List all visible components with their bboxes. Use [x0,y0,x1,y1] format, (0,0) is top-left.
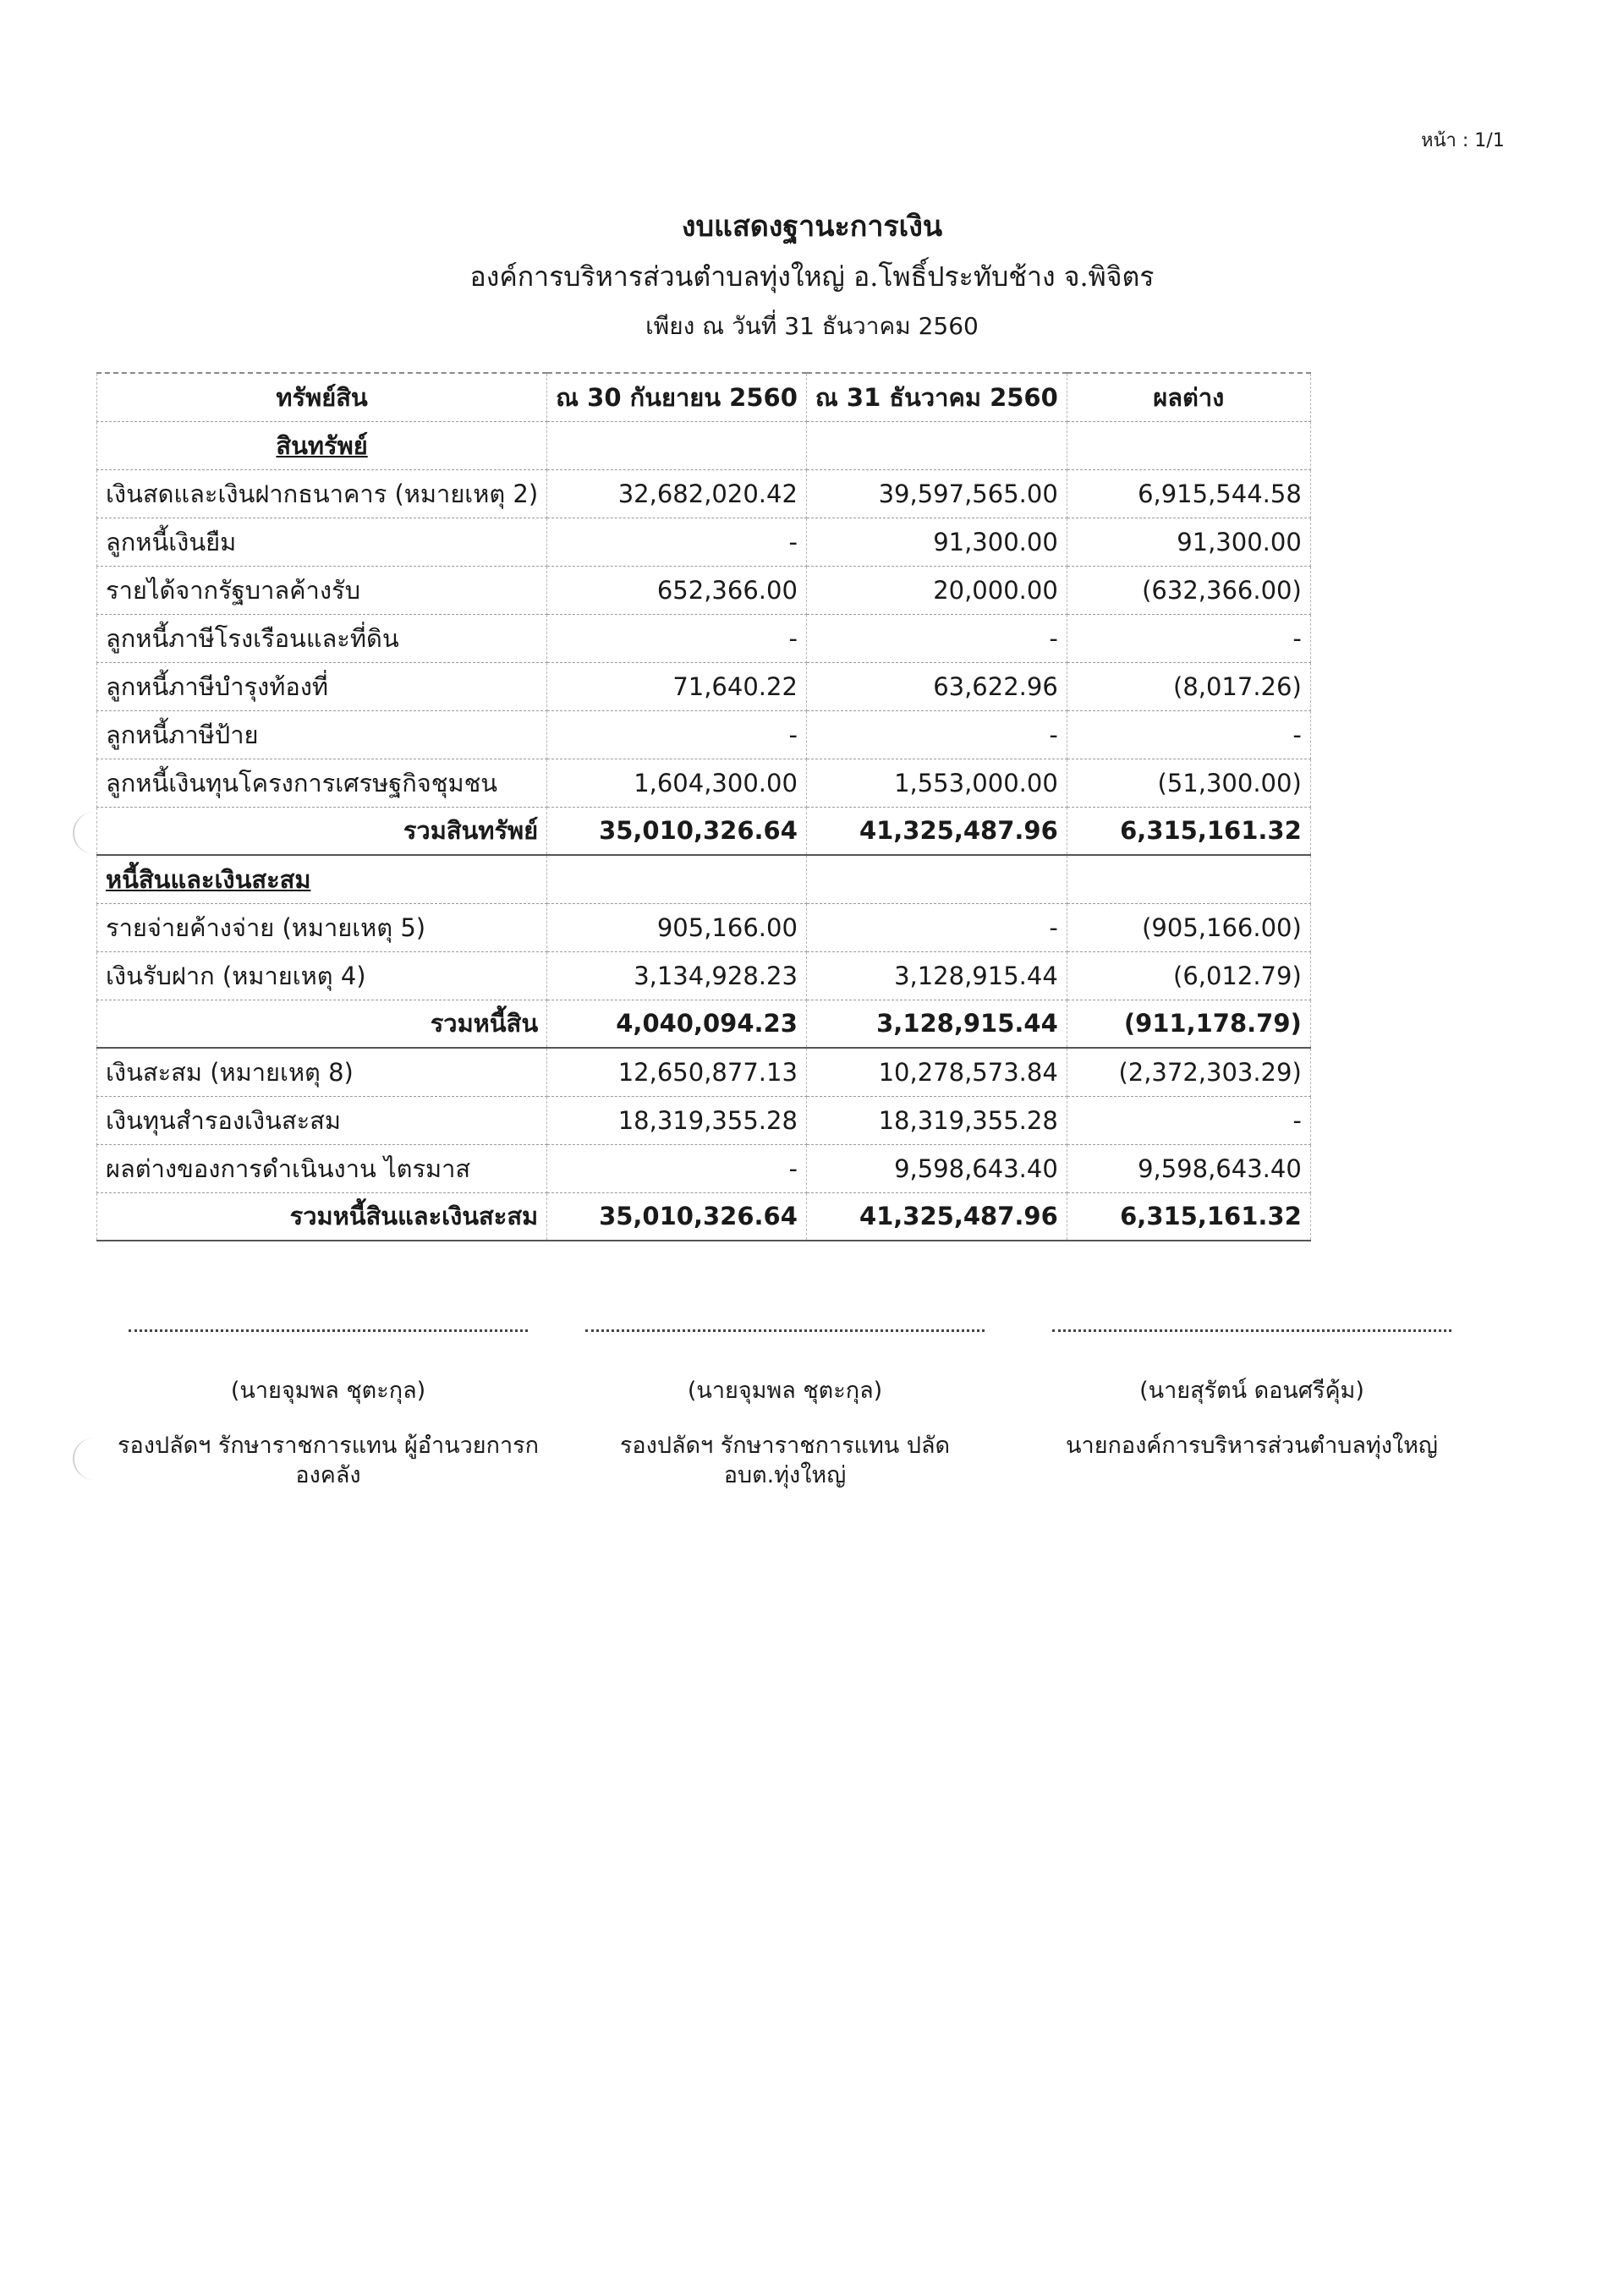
value-difference: (905,166.00) [1067,903,1310,951]
value-sep-2560: 905,166.00 [547,903,807,951]
section-row-assets [97,421,1311,469]
row-label: รายจ่ายค้างจ่าย (หมายเหตุ 5) [97,903,547,951]
value-sep-2560: 3,134,928.23 [547,951,807,1000]
section-title-assets: สินทรัพย์ [97,421,547,469]
value-dec-2560: 10,278,573.84 [806,1048,1067,1096]
section-row-liabilities [97,855,1311,903]
row-label: ลูกหนี้ภาษีบำรุงท้องที่ [97,662,547,710]
as-of-date: เพียง ณ วันที่ 31 ธันวาคม 2560 [645,312,979,340]
row-label: เงินสะสม (หมายเหตุ 8) [97,1048,547,1096]
value-dec-2560: 91,300.00 [806,518,1067,566]
table-row [97,1096,1311,1144]
value-dec-2560: 20,000.00 [806,566,1067,614]
row-label: รายได้จากรัฐบาลค้างรับ [97,566,547,614]
signature-block-finance-director [108,1319,548,1490]
row-label: รวมหนี้สินและเงินสะสม [97,1192,547,1241]
table-row [97,469,1311,518]
total-row [97,807,1311,855]
table-row [97,566,1311,614]
page-number: หน้า : 1/1 [1421,130,1505,151]
signature-block-mayor [1032,1319,1472,1460]
signature-line [1052,1319,1451,1332]
value-difference: 6,915,544.58 [1067,469,1310,518]
value-dec-2560: 1,553,000.00 [806,759,1067,807]
total-row [97,1192,1311,1241]
value-dec-2560: 39,597,565.00 [806,469,1067,518]
document-title: งบแสดงฐานะการเงิน [681,210,943,244]
value-difference: - [1067,614,1310,662]
signer-name: (นายจุมพล ชุตะกุล) [230,1378,426,1404]
value-sep-2560: 12,650,877.13 [547,1048,807,1096]
value-dec-2560: - [806,614,1067,662]
value-sep-2560: 1,604,300.00 [547,759,807,807]
row-label: รวมหนี้สิน [97,1000,547,1048]
table-row [97,662,1311,710]
row-label: เงินรับฝาก (หมายเหตุ 4) [97,951,547,1000]
value-sep-2560: 4,040,094.23 [547,1000,807,1048]
value-difference: 6,315,161.32 [1067,1192,1310,1241]
value-difference: (911,178.79) [1067,1000,1310,1048]
value-sep-2560: - [547,518,807,566]
value-difference: (632,366.00) [1067,566,1310,614]
table-row [97,759,1311,807]
row-label: ลูกหนี้ภาษีป้าย [97,710,547,759]
value-dec-2560: 3,128,915.44 [806,1000,1067,1048]
value-dec-2560: 3,128,915.44 [806,951,1067,1000]
value-dec-2560: 41,325,487.96 [806,1192,1067,1241]
table-row [97,1144,1311,1192]
faint-stamp-mark [34,8,152,59]
value-dec-2560: 9,598,643.40 [806,1144,1067,1192]
signer-name: (นายสุรัตน์ ดอนศรีคุ้ม) [1139,1378,1364,1404]
value-sep-2560: 71,640.22 [547,662,807,710]
signer-position: รองปลัดฯ รักษาราชการแทน ผู้อำนวยการกองคลัง [118,1433,539,1489]
signer-position: รองปลัดฯ รักษาราชการแทน ปลัด อบต.ทุ่งใหญ่ [619,1433,951,1489]
value-dec-2560: 41,325,487.96 [806,807,1067,855]
value-sep-2560: 35,010,326.64 [547,807,807,855]
value-dec-2560: - [806,710,1067,759]
header-difference: ผลต่าง [1067,373,1310,421]
signature-line [585,1319,985,1332]
table-row [97,614,1311,662]
table-header-row [97,373,1311,421]
table-row [97,1048,1311,1096]
value-sep-2560: 32,682,020.42 [547,469,807,518]
value-sep-2560: - [547,614,807,662]
row-label: ผลต่างของการดำเนินงาน ไตรมาส [97,1144,547,1192]
value-sep-2560: 35,010,326.64 [547,1192,807,1241]
value-dec-2560: 18,319,355.28 [806,1096,1067,1144]
value-difference: - [1067,1096,1310,1144]
signature-line [129,1319,528,1332]
table-row [97,951,1311,1000]
value-difference: 6,315,161.32 [1067,807,1310,855]
row-label: เงินทุนสำรองเงินสะสม [97,1096,547,1144]
row-label: ลูกหนี้เงินยืม [97,518,547,566]
table-row [97,903,1311,951]
value-sep-2560: 18,319,355.28 [547,1096,807,1144]
value-sep-2560: 652,366.00 [547,566,807,614]
signer-position: นายกองค์การบริหารส่วนตำบลทุ่งใหญ่ [1066,1433,1438,1460]
value-difference: (2,372,303.29) [1067,1048,1310,1096]
header-sep-2560: ณ 30 กันยายน 2560 [547,373,807,421]
total-row [97,1000,1311,1048]
row-label: เงินสดและเงินฝากธนาคาร (หมายเหตุ 2) [97,469,547,518]
value-difference: (6,012.79) [1067,951,1310,1000]
value-difference: (51,300.00) [1067,759,1310,807]
value-difference: - [1067,710,1310,759]
financial-position-table [96,372,1311,1241]
signature-block-acting-clerk [565,1319,1005,1490]
header-assets: ทรัพย์สิน [97,373,547,421]
value-difference: 91,300.00 [1067,518,1310,566]
header-dec-2560: ณ 31 ธันวาคม 2560 [806,373,1067,421]
value-difference: (8,017.26) [1067,662,1310,710]
row-label: ลูกหนี้ภาษีโรงเรือนและที่ดิน [97,614,547,662]
value-dec-2560: 63,622.96 [806,662,1067,710]
signer-name: (นายจุมพล ชุตะกุล) [687,1378,883,1404]
row-label: ลูกหนี้เงินทุนโครงการเศรษฐกิจชุมชน [97,759,547,807]
section-title-liabilities: หนี้สินและเงินสะสม [97,855,547,903]
table-row [97,518,1311,566]
table-row [97,710,1311,759]
row-label: รวมสินทรัพย์ [97,807,547,855]
organization-name: องค์การบริหารส่วนตำบลทุ่งใหญ่ อ.โพธิ์ประทับช้าง จ.พิจิตร [469,260,1155,293]
value-difference: 9,598,643.40 [1067,1144,1310,1192]
value-sep-2560: - [547,1144,807,1192]
value-dec-2560: - [806,903,1067,951]
value-sep-2560: - [547,710,807,759]
